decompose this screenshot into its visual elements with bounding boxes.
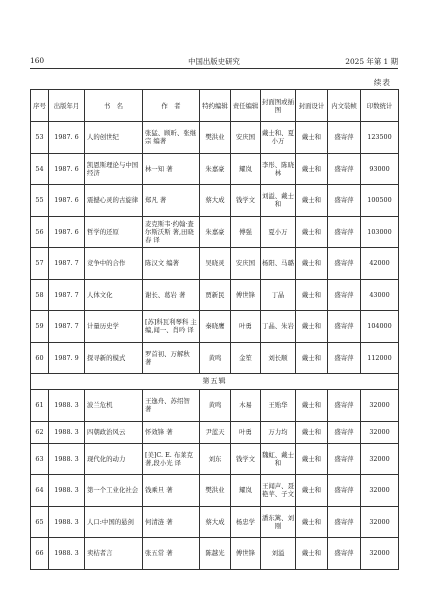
journal-title: 中国出版史研究 <box>188 57 240 66</box>
pub-date-cell: 1988. 3 <box>49 390 85 422</box>
print-run-cell: 112000 <box>361 342 399 374</box>
cover-design-cell: 戴士和 <box>296 279 328 311</box>
column-header-pub-date: 出版年月 <box>49 90 85 122</box>
author-cell: 张猛、顾昕、张继宗 编著 <box>143 122 200 154</box>
cover-design-cell: 戴士和 <box>296 153 328 185</box>
row-index-cell: 61 <box>31 390 49 422</box>
row-index-cell: 60 <box>31 342 49 374</box>
row-index-cell: 56 <box>31 216 49 248</box>
cover-art-cell: 丁晶、朱岩 <box>261 311 296 343</box>
column-header-special-editor: 特约编辑 <box>200 90 231 122</box>
column-header-print-run: 印数统计 <box>361 90 399 122</box>
responsible-editor-cell: 金笙 <box>231 342 261 374</box>
header-rule <box>30 68 398 69</box>
interior-design-cell: 盛寄萍 <box>328 153 361 185</box>
pub-date-cell: 1987. 9 <box>49 342 85 374</box>
cover-design-cell: 戴士和 <box>296 311 328 343</box>
author-cell: 陈汉文 编著 <box>143 248 200 280</box>
table-row <box>31 475 399 507</box>
special-editor-cell: 刘东 <box>200 443 231 475</box>
row-index-cell: 62 <box>31 421 49 443</box>
interior-design-cell: 盛寄萍 <box>328 279 361 311</box>
running-header <box>30 56 398 66</box>
special-editor-cell: 黄鸣 <box>200 390 231 422</box>
print-run-cell: 32000 <box>361 506 399 538</box>
row-index-cell: 57 <box>31 248 49 280</box>
author-cell: 谢长、葛岩 著 <box>143 279 200 311</box>
pub-date-cell: 1987. 7 <box>49 248 85 280</box>
cover-art-cell: 刘长顺 <box>261 342 296 374</box>
table-row <box>31 122 399 154</box>
print-run-cell: 32000 <box>361 538 399 570</box>
column-header-cover-design: 封面设计 <box>296 90 328 122</box>
pub-date-cell: 1987. 7 <box>49 279 85 311</box>
book-title-cell: 哲学的还原 <box>85 216 143 248</box>
author-cell: 麦克斯韦·约翰·査尔斯沃斯 著,田晓春 译 <box>143 216 200 248</box>
cover-art-cell: 李彤、陈晓林 <box>261 153 296 185</box>
interior-design-cell: 盛寄萍 <box>328 443 361 475</box>
interior-design-cell: 盛寄萍 <box>328 342 361 374</box>
special-editor-cell: 黄鸣 <box>200 342 231 374</box>
interior-design-cell: 盛寄萍 <box>328 311 361 343</box>
pub-date-cell: 1988. 3 <box>49 443 85 475</box>
pub-date-cell: 1988. 3 <box>49 538 85 570</box>
book-title-cell: 震撼心灵的古旋律 <box>85 185 143 217</box>
print-run-cell: 104000 <box>361 311 399 343</box>
print-run-cell: 123500 <box>361 122 399 154</box>
interior-design-cell: 盛寄萍 <box>328 122 361 154</box>
table-row <box>31 311 399 343</box>
row-index-cell: 65 <box>31 506 49 538</box>
table-row <box>31 185 399 217</box>
responsible-editor-cell: 安庆国 <box>231 248 261 280</box>
responsible-editor-cell: 钱学文 <box>231 443 261 475</box>
print-run-cell: 32000 <box>361 443 399 475</box>
issue-label: 2025 年第 1 期 <box>345 57 398 66</box>
print-run-cell: 32000 <box>361 390 399 422</box>
special-editor-cell: 秦晓鹰 <box>200 311 231 343</box>
book-title-cell: 卖桔者言 <box>85 538 143 570</box>
book-title-cell: 四朝政治风云 <box>85 421 143 443</box>
pub-date-cell: 1987. 6 <box>49 216 85 248</box>
special-editor-cell: 朱嘉豪 <box>200 153 231 185</box>
table-row <box>31 248 399 280</box>
author-cell: 郑凡 著 <box>143 185 200 217</box>
special-editor-cell: 陈越光 <box>200 538 231 570</box>
special-editor-cell: 樊洪业 <box>200 475 231 507</box>
pub-date-cell: 1987. 6 <box>49 122 85 154</box>
cover-art-cell: 杨阳、马璐 <box>261 248 296 280</box>
row-index-cell: 58 <box>31 279 49 311</box>
row-index-cell: 64 <box>31 475 49 507</box>
page-number: 160 <box>30 56 45 65</box>
interior-design-cell: 盛寄萍 <box>328 390 361 422</box>
row-index-cell: 54 <box>31 153 49 185</box>
responsible-editor-cell: 杨忠学 <box>231 506 261 538</box>
print-run-cell: 32000 <box>361 421 399 443</box>
responsible-editor-cell: 傅强 <box>231 216 261 248</box>
book-title-cell: 波兰危机 <box>85 390 143 422</box>
special-editor-cell: 蔡大成 <box>200 506 231 538</box>
special-editor-cell: 尹蓝天 <box>200 421 231 443</box>
book-title-cell: 第一个工业化社会 <box>85 475 143 507</box>
cover-design-cell: 戴士和 <box>296 421 328 443</box>
responsible-editor-cell: 木易 <box>231 390 261 422</box>
responsible-editor-cell: 傅世锋 <box>231 538 261 570</box>
table-row <box>31 279 399 311</box>
responsible-editor-cell: 傅世锋 <box>231 279 261 311</box>
responsible-editor-cell: 叶勇 <box>231 311 261 343</box>
book-title-cell: 人体文化 <box>85 279 143 311</box>
responsible-editor-cell: 耀岚 <box>231 153 261 185</box>
book-title-cell: 探寻新的模式 <box>85 342 143 374</box>
section-row <box>31 374 399 390</box>
author-cell: 钱乘旦 著 <box>143 475 200 507</box>
table-row <box>31 506 399 538</box>
interior-design-cell: 盛寄萍 <box>328 216 361 248</box>
table-row <box>31 443 399 475</box>
special-editor-cell: 樊洪业 <box>200 122 231 154</box>
pub-date-cell: 1987. 6 <box>49 153 85 185</box>
row-index-cell: 66 <box>31 538 49 570</box>
responsible-editor-cell: 叶勇 <box>231 421 261 443</box>
special-editor-cell: 蔡大成 <box>200 185 231 217</box>
print-run-cell: 43000 <box>361 279 399 311</box>
cover-art-cell: 潘东篱、刘刚 <box>261 506 296 538</box>
cover-art-cell: 丁晶 <box>261 279 296 311</box>
pub-date-cell: 1987. 7 <box>49 311 85 343</box>
table-row <box>31 153 399 185</box>
print-run-cell: 103000 <box>361 216 399 248</box>
row-index-cell: 55 <box>31 185 49 217</box>
special-editor-cell: 贾新民 <box>200 279 231 311</box>
book-title-cell: 现代化的动力 <box>85 443 143 475</box>
pub-date-cell: 1987. 6 <box>49 185 85 217</box>
column-header-interior-design: 内文装帧 <box>328 90 361 122</box>
column-header-book-title: 书 名 <box>85 90 143 122</box>
column-header-cover-art: 封面图或插图 <box>261 90 296 122</box>
section-label: 第五辑 <box>31 374 399 390</box>
table-row <box>31 421 399 443</box>
author-cell: 林一知 著 <box>143 153 200 185</box>
book-title-cell: 竞争中的合作 <box>85 248 143 280</box>
interior-design-cell: 盛寄萍 <box>328 538 361 570</box>
cover-design-cell: 戴士和 <box>296 475 328 507</box>
author-cell: 王逸舟、苏绍智 著 <box>143 390 200 422</box>
cover-art-cell: 刘溢、戴士和 <box>261 185 296 217</box>
author-cell: 何清涟 著 <box>143 506 200 538</box>
author-cell: 怀效锋 著 <box>143 421 200 443</box>
interior-design-cell: 盛寄萍 <box>328 475 361 507</box>
column-header-author: 作 者 <box>143 90 200 122</box>
cover-art-cell: 刘溢 <box>261 538 296 570</box>
author-cell: 罗首初、万解秋 著 <box>143 342 200 374</box>
cover-design-cell: 戴士和 <box>296 390 328 422</box>
column-header-responsible-editor: 责任编辑 <box>231 90 261 122</box>
cover-design-cell: 戴士和 <box>296 248 328 280</box>
book-title-cell: 人口:中国的悬剑 <box>85 506 143 538</box>
print-run-cell: 42000 <box>361 248 399 280</box>
cover-design-cell: 戴士和 <box>296 443 328 475</box>
table-row <box>31 342 399 374</box>
print-run-cell: 93000 <box>361 153 399 185</box>
row-index-cell: 53 <box>31 122 49 154</box>
cover-art-cell: 王贻华 <box>261 390 296 422</box>
book-title-cell: 凯恩斯理论与中国经济 <box>85 153 143 185</box>
print-run-cell: 100500 <box>361 185 399 217</box>
cover-art-cell: 王闻声、聂艳苹、子文 <box>261 475 296 507</box>
interior-design-cell: 盛寄萍 <box>328 506 361 538</box>
book-title-cell: 计量历史学 <box>85 311 143 343</box>
book-title-cell: 人的创世纪 <box>85 122 143 154</box>
interior-design-cell: 盛寄萍 <box>328 248 361 280</box>
cover-design-cell: 戴士和 <box>296 185 328 217</box>
cover-art-cell: 万力均 <box>261 421 296 443</box>
column-header-row-index: 序号 <box>31 90 49 122</box>
cover-art-cell: 夏小万 <box>261 216 296 248</box>
cover-design-cell: 戴士和 <box>296 506 328 538</box>
table-header-row <box>31 90 399 122</box>
special-editor-cell: 朱嘉豪 <box>200 216 231 248</box>
book-list-table <box>30 89 399 570</box>
continued-label: 续表 <box>373 78 391 87</box>
author-cell: [苏]科瓦利琴科 主编,闻一、肖吟 译 <box>143 311 200 343</box>
table-row <box>31 216 399 248</box>
cover-design-cell: 戴士和 <box>296 216 328 248</box>
table-row <box>31 390 399 422</box>
cover-design-cell: 戴士和 <box>296 342 328 374</box>
cover-design-cell: 戴士和 <box>296 122 328 154</box>
author-cell: 张五常 著 <box>143 538 200 570</box>
interior-design-cell: 盛寄萍 <box>328 421 361 443</box>
table-row <box>31 538 399 570</box>
responsible-editor-cell: 安庆国 <box>231 122 261 154</box>
cover-art-cell: 魏虹、戴士和 <box>261 443 296 475</box>
pub-date-cell: 1988. 3 <box>49 421 85 443</box>
pub-date-cell: 1988. 3 <box>49 475 85 507</box>
cover-art-cell: 戴士和、夏小万 <box>261 122 296 154</box>
print-run-cell: 32000 <box>361 475 399 507</box>
responsible-editor-cell: 钱学文 <box>231 185 261 217</box>
interior-design-cell: 盛寄萍 <box>328 185 361 217</box>
row-index-cell: 59 <box>31 311 49 343</box>
author-cell: [美]C. E. 布莱克 著,段小光 译 <box>143 443 200 475</box>
special-editor-cell: 吴晓灵 <box>200 248 231 280</box>
table-body <box>31 122 399 570</box>
cover-design-cell: 戴士和 <box>296 538 328 570</box>
pub-date-cell: 1988. 3 <box>49 506 85 538</box>
row-index-cell: 63 <box>31 443 49 475</box>
responsible-editor-cell: 耀岚 <box>231 475 261 507</box>
